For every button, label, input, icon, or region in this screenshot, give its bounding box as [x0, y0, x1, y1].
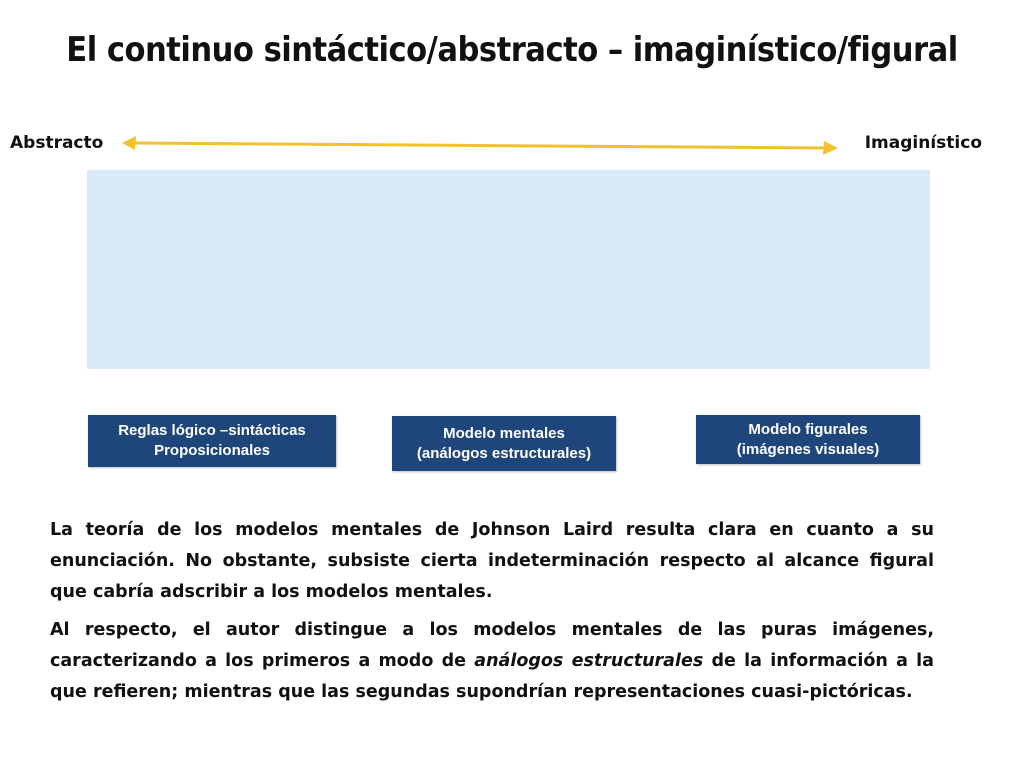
axis-right-label: Imaginístico [864, 133, 982, 153]
arrow-shaft [134, 143, 826, 148]
box-modelos-mentales [392, 416, 616, 471]
slide-title: El continuo sintáctico/abstracto – imaginístico/figural [66, 30, 958, 70]
box-reglas-logico-sintacticas [88, 415, 336, 467]
body-text [50, 515, 934, 715]
box-1-line2: Proposicionales [154, 442, 270, 459]
box-1-line1: Reglas lógico –sintácticas [118, 422, 306, 439]
box-3-line2: (imágenes visuales) [736, 440, 880, 458]
paragraph-2-start: Al respecto, el autor distingue a los modelos mentales de las puras imágenes, caracterizando a los primeros a modo de [50, 620, 934, 671]
paragraph-1: La teoría de los modelos mentales de Johnson Laird resulta clara en cuanto a su enunciación. No obstante, subsiste cierta indeterminación respecto al alcance figural que cabría adscribir a los modelos mentales. [50, 520, 934, 602]
axis-left-label: Abstracto [10, 133, 104, 153]
paragraph-2 [50, 615, 934, 708]
arrow-head-right-icon [823, 141, 838, 155]
paragraph-2-emphasis: análogos estructurales [474, 651, 704, 671]
box-modelos-figurales [696, 415, 920, 464]
double-arrow-icon [120, 132, 842, 156]
paragraph-2-end: de la información a la que refieren; mientras que las segundas supondrían representaciones cuasi-pictóricas. [50, 651, 934, 702]
continuum-panel [87, 170, 930, 369]
box-2-line1: Modelo mentales [443, 424, 565, 442]
box-3-line1: Modelo figurales [748, 420, 868, 438]
arrow-head-left-icon [122, 136, 136, 150]
box-2-line2: (análogos estructurales) [416, 444, 592, 462]
